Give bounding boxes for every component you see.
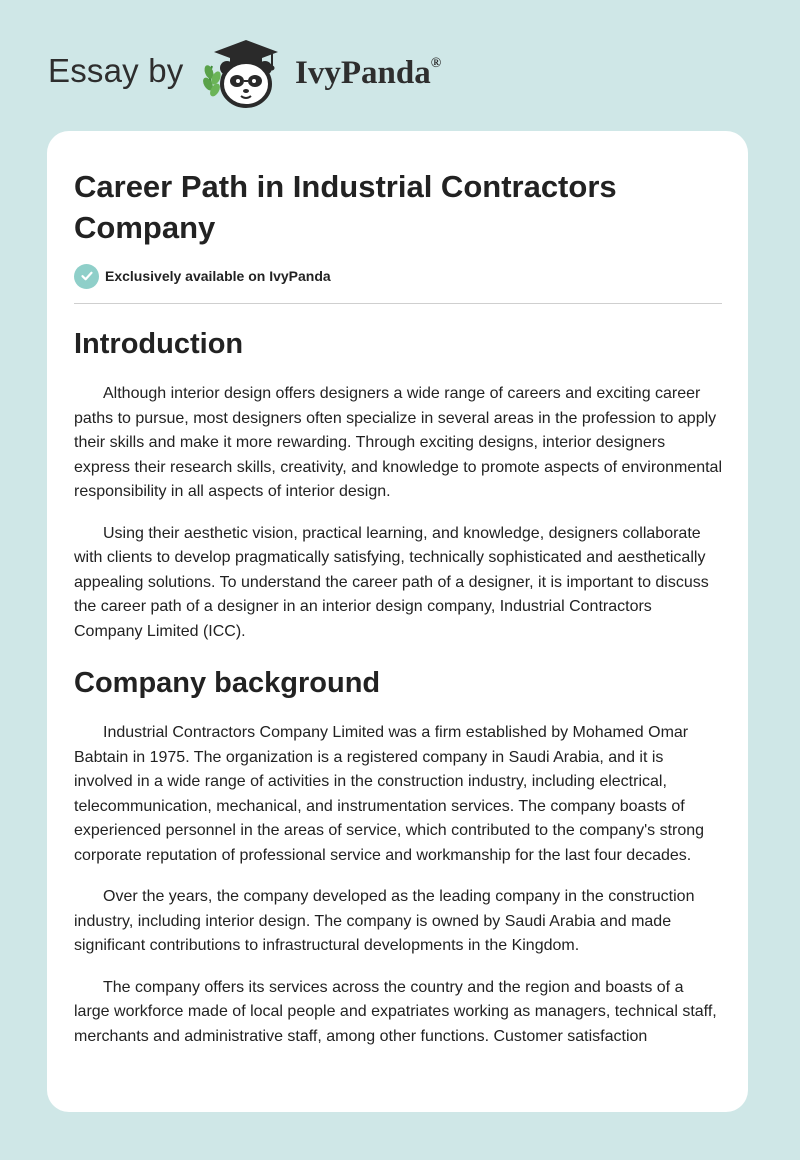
exclusive-badge: [74, 263, 331, 289]
paragraph: Over the years, the company developed as the leading company in the construction industry, including interior design. The company is owned by Saudi Arabia and made significant contributions to infrastructural developments in the Kingdom.: [74, 888, 695, 954]
article-body: [74, 327, 722, 1066]
section-heading-company-background: Company background: [74, 667, 381, 699]
exclusive-label: Exclusively available on IvyPanda: [105, 268, 331, 284]
section-heading-introduction: Introduction: [74, 328, 244, 360]
brand-name[interactable]: [295, 55, 441, 92]
check-icon: [74, 264, 99, 289]
essay-by-label: Essay by: [48, 52, 184, 89]
paragraph: Using their aesthetic vision, practical learning, and knowledge, designers collaborate with clients to develop pragmatically satisfying, technically sophisticated and aesthetically appealing solutions. To understand the career path of a designer, it is important to discuss the career path of a designer in an interior design company, Industrial Contractors Company Limited (ICC).: [74, 524, 709, 640]
paragraph: Although interior design offers designers a wide range of careers and exciting career paths to pursue, most designers often specialize in several areas in the profession to apply their skills and make it more rewarding. Through exciting designs, interior designers express their research skills, creativity, and knowledge to promote aspects of environmental responsibility in all aspects of interior design.: [74, 385, 723, 500]
article-card: [47, 131, 748, 1112]
site-header: [0, 0, 800, 130]
divider: [74, 303, 722, 304]
paragraph: The company offers its services across the country and the region and boasts of a large workforce made of local people and expatriates working as managers, technical staff, merchants and administrative staff, among other functions. Customer satisfaction: [74, 978, 717, 1045]
brand-text: IvyPanda: [295, 55, 431, 91]
paragraph: Industrial Contractors Company Limited was a firm established by Mohamed Omar Babtain in 1975. The organization is a registered company in Saudi Arabia, and it is involved in a wide range of activities in the construction industry, including electrical, telecommunication, mechanical, and instrumentation services. The company boasts of experienced personnel in the areas of service, which contributed to the company's strong corporate reputation of professional service and workmanship for the last four decades.: [74, 724, 705, 864]
panda-graduate-icon[interactable]: [200, 36, 292, 110]
registered-mark: ®: [430, 56, 442, 71]
page-title: Career Path in Industrial Contractors Company: [74, 169, 617, 245]
leaf-icon: [201, 64, 223, 98]
